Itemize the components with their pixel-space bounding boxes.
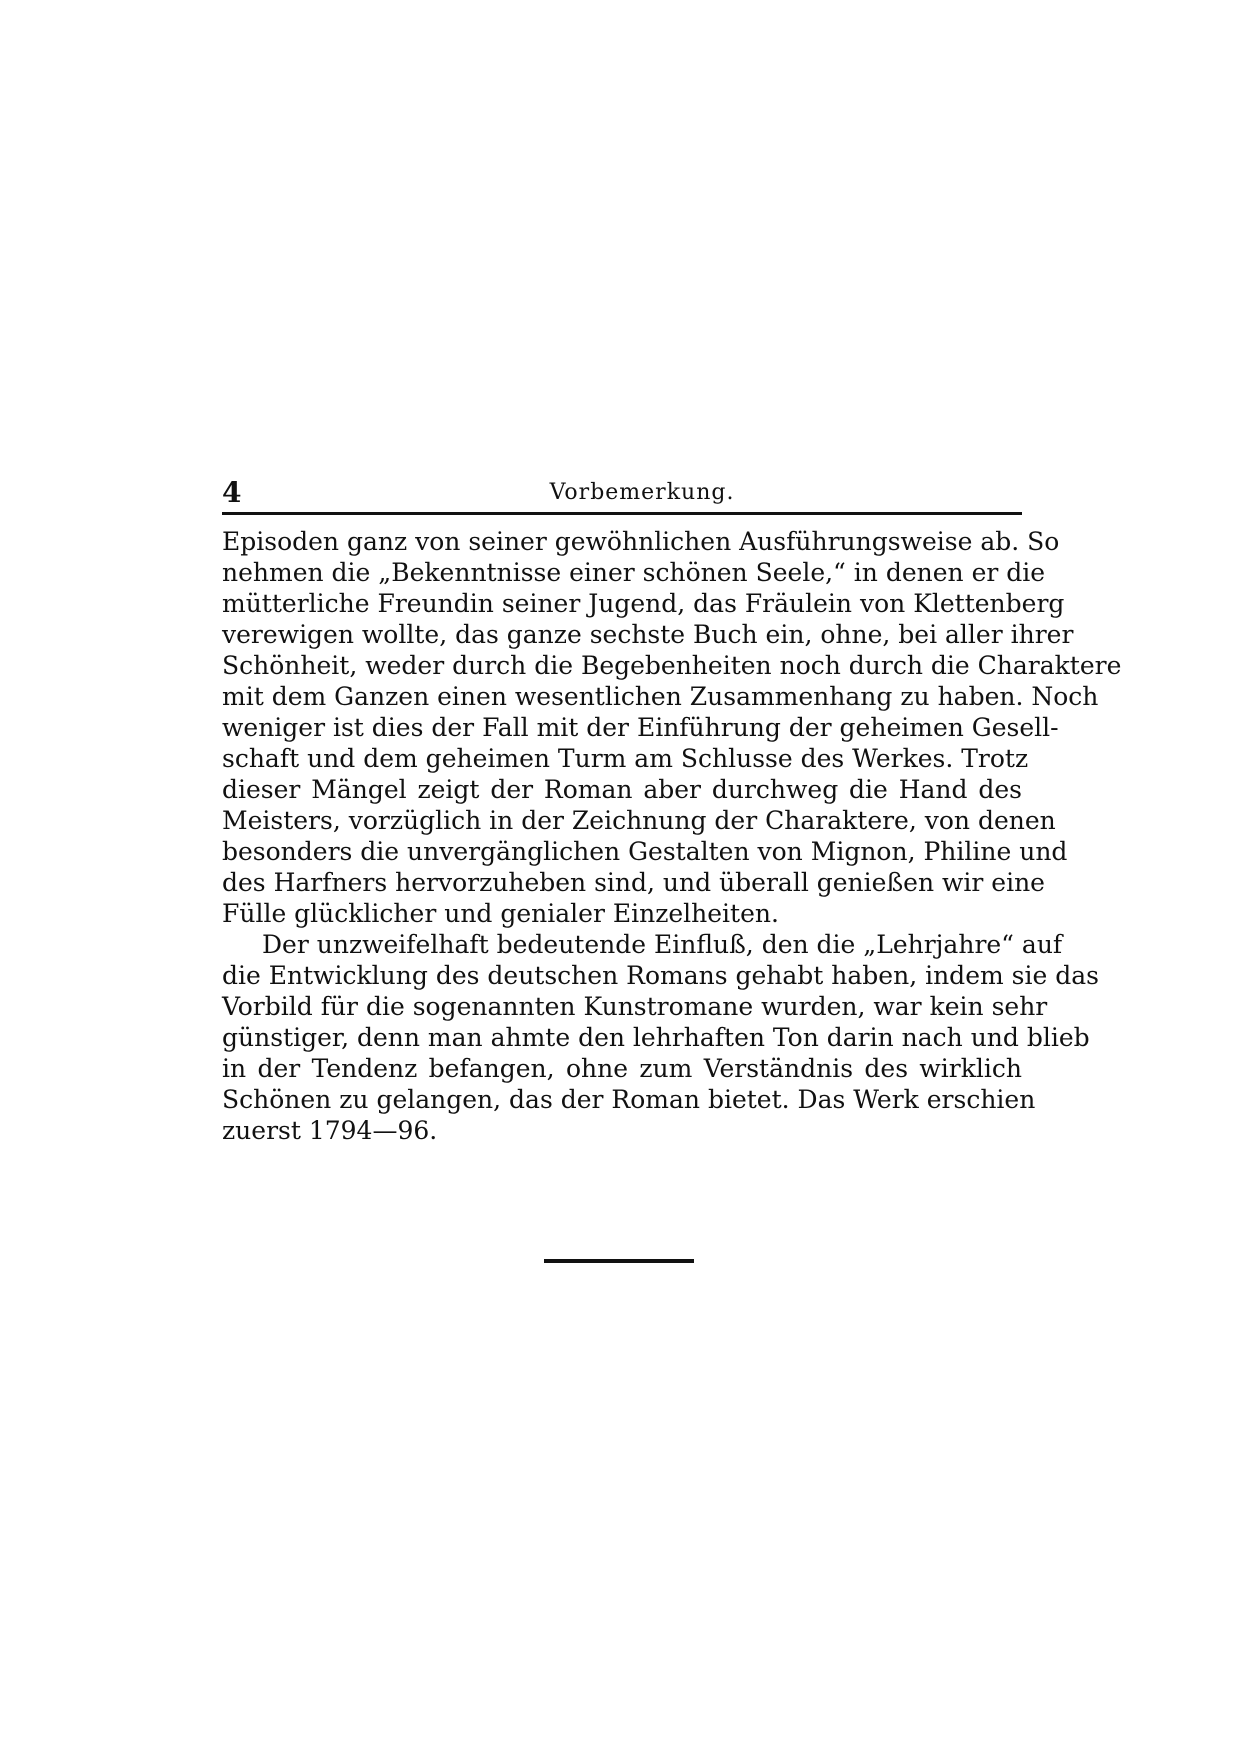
running-head: Vorbemerkung. <box>549 480 735 505</box>
paragraph <box>222 526 1122 929</box>
header-rule <box>222 512 1022 515</box>
text-line: Der unzweifelhaft bedeutende Einfluß, den die „Lehrjahre“ auf <box>262 930 1063 959</box>
text-line: weniger ist dies der Fall mit der Einführung der geheimen Gesell- <box>222 713 1059 742</box>
text-line: mütterliche Freundin seiner Jugend, das Fräulein von Klettenberg <box>222 589 1065 618</box>
text-line: nehmen die „Bekenntnisse einer schönen Seele,“ in denen er die <box>222 558 1046 587</box>
paragraph <box>222 929 1099 1146</box>
text-line: besonders die unvergänglichen Gestalten von Mignon, Philine und <box>222 837 1068 866</box>
text-line: Vorbild für die sogenannten Kunstromane wurden, war kein sehr <box>222 992 1048 1021</box>
text-line: schaft und dem geheimen Turm am Schlusse des Werkes. Trotz <box>222 744 1029 773</box>
text-line: Schönen zu gelangen, das der Roman bietet. Das Werk erschien <box>222 1085 1036 1114</box>
text-line: mit dem Ganzen einen wesentlichen Zusammenhang zu haben. Noch <box>222 682 1099 711</box>
body-text <box>222 526 1122 1146</box>
text-line: Schönheit, weder durch die Begebenheiten noch durch die Charaktere <box>222 651 1122 680</box>
text-line: in der Tendenz befangen, ohne zum Verständnis des wirklich <box>222 1054 1022 1083</box>
text-line: zuerst 1794—96. <box>222 1116 438 1145</box>
text-line: Fülle glücklicher und genialer Einzelheiten. <box>222 899 779 928</box>
text-line: dieser Mängel zeigt der Roman aber durchweg die Hand des <box>222 775 1022 804</box>
page-number: 4 <box>222 476 242 509</box>
text-line: günstiger, denn man ahmte den lehrhaften Ton darin nach und blieb <box>222 1023 1090 1052</box>
text-line: verewigen wollte, das ganze sechste Buch ein, ohne, bei aller ihrer <box>222 620 1074 649</box>
text-line: die Entwicklung des deutschen Romans gehabt haben, indem sie das <box>222 961 1099 990</box>
end-rule <box>544 1259 694 1263</box>
text-line: Episoden ganz von seiner gewöhnlichen Ausführungsweise ab. So <box>222 527 1060 556</box>
text-line: des Harfners hervorzuheben sind, und überall genießen wir eine <box>222 868 1045 897</box>
text-line: Meisters, vorzüglich in der Zeichnung der Charaktere, von denen <box>222 806 1056 835</box>
page-header <box>222 473 1022 513</box>
